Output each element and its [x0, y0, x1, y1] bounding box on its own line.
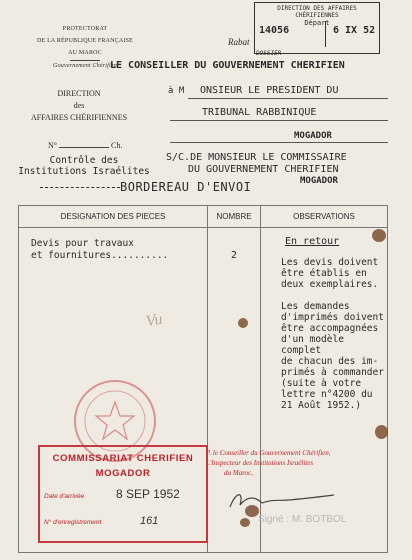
controle-block — [4, 155, 164, 177]
stain-1 — [372, 229, 386, 242]
obs-line — [281, 290, 387, 301]
commissariat-stamp — [38, 445, 208, 543]
addressee-city: MOGADOR — [294, 131, 332, 141]
bordereau-title: BORDEREAU D'ENVOI — [120, 180, 252, 194]
commissariat-title: COMMISSARIAT CHERIFIEN — [52, 453, 194, 464]
obs-line: primés à commander — [281, 367, 384, 378]
stamp-date: 6 IX 52 — [333, 25, 376, 36]
addressee-prefix: à M — [168, 86, 185, 96]
stamp-number: 14056 — [259, 25, 290, 36]
affaires-label: AFFAIRES CHÉRIFIENNES — [30, 113, 128, 122]
departure-stamp — [254, 2, 380, 54]
sig-line-2: L'Inspecteur des Institutions Israélites — [206, 459, 314, 467]
col-designation-header: DESIGNATION DES PIECES — [19, 206, 208, 228]
sender-line: LE CONSEILLER DU GOUVERNEMENT CHERIFIEN — [110, 60, 345, 71]
signature-block — [206, 448, 331, 478]
stain-2 — [238, 318, 248, 328]
obs-line: lettre n°4200 du — [281, 389, 373, 400]
handwritten-signature — [222, 485, 352, 515]
designation-line-1: Devis pour travaux — [31, 238, 134, 249]
direction-label: DIRECTION — [57, 89, 101, 98]
stamp-depart: Départ — [304, 19, 330, 27]
num-label: N° — [48, 141, 57, 150]
rabat-label: Rabat — [228, 37, 250, 47]
obs-line: être établis en — [281, 268, 367, 279]
obs-line: deux exemplaires. — [281, 279, 379, 290]
arrival-date: 8 SEP 1952 — [116, 487, 180, 501]
stamp-dossier: DOSSIER — [256, 50, 282, 57]
signed-name: Signé : M. BOTBOL — [258, 514, 347, 525]
obs-line: d'imprimés doivent — [281, 312, 384, 323]
maroc-label: AU MAROC — [68, 50, 102, 56]
col-observations-header: OBSERVATIONS — [261, 206, 388, 228]
controle-label: Contrôle des — [49, 155, 119, 166]
republique-label: DE LA RÉPUBLIQUE FRANÇAISE — [36, 38, 134, 44]
registration-number: 161 — [140, 515, 159, 527]
sc-line-3: MOGADOR — [300, 176, 338, 186]
obs-line: de chacun des im- — [281, 356, 379, 367]
col-nombre-header: NOMBRE — [208, 206, 261, 228]
sc-line-1: S/C.DE MONSIEUR LE COMMISSAIRE — [166, 152, 347, 163]
sig-line-1: P. le Conseiller du Gouvernement Chérifien, — [206, 449, 331, 457]
obs-line: d'un modèle complet — [281, 334, 344, 356]
obs-text — [281, 257, 387, 411]
obs-line: 21 Août 1952.) — [281, 400, 362, 411]
sc-line-2: DU GOUVERNEMENT CHERIFIEN — [188, 164, 339, 175]
obs-title: En retour — [285, 236, 340, 247]
number-line — [48, 141, 122, 150]
direction-block — [14, 88, 144, 124]
stain-4 — [245, 505, 259, 517]
stain-3 — [375, 425, 388, 439]
stain-5 — [240, 518, 250, 527]
ch-label: Ch. — [110, 141, 123, 150]
sig-line-3: du Maroc, — [224, 469, 253, 477]
commissariat-city: MOGADOR — [95, 468, 151, 479]
gouvernement-label: Gouvernement Chérifien — [53, 63, 117, 69]
obs-line: Les devis doivent — [281, 257, 379, 268]
addressee-line-2: TRIBUNAL RABBINIQUE — [202, 107, 317, 118]
institutions-label: Institutions Israélites — [18, 166, 150, 177]
addressee-line-1: ONSIEUR LE PRESIDENT DU — [200, 85, 339, 96]
obs-line: être accompagnées — [281, 323, 379, 334]
des-label: des — [73, 101, 85, 110]
obs-line: (suite à votre — [281, 378, 362, 389]
protectorat-label: PROTECTORAT — [62, 26, 108, 32]
piece-count: 2 — [230, 250, 238, 261]
designation-line-2: et fournitures.......... — [31, 250, 169, 261]
stamp-title: DIRECTION DES AFFAIRES CHÉRIFIENNES — [277, 5, 357, 19]
registration-label: N° d'enregistrement — [44, 519, 102, 526]
obs-line: Les demandes — [281, 301, 350, 312]
divider — [70, 60, 100, 61]
handwritten-vu: Vu — [144, 310, 164, 331]
arrival-label: Date d'arrivée — [44, 493, 85, 500]
